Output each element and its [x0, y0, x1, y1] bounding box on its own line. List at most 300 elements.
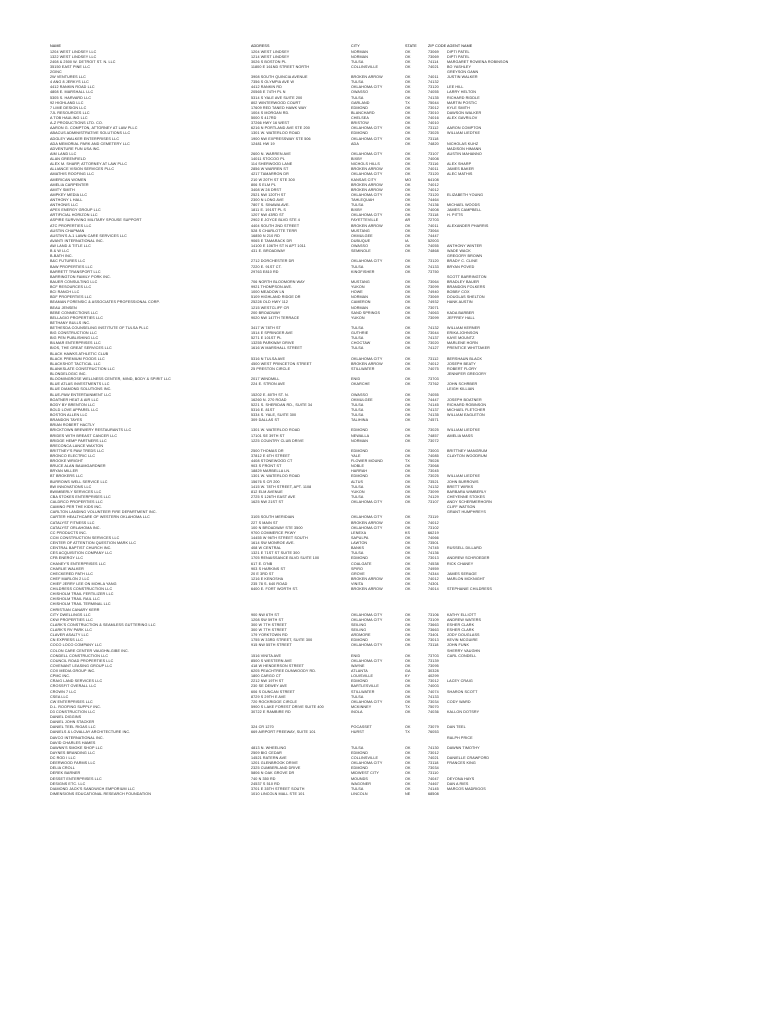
zip-code-cell: 68508 [428, 791, 439, 796]
state-cell: OK [405, 581, 411, 586]
company-name-cell: CBA STOKES ENTERPRISES LLC [50, 494, 111, 499]
street-address-cell: 11800 E 161ND STREET NORTH [251, 64, 310, 69]
zip-code-cell: 74130 [428, 745, 439, 750]
city-cell: BIXBY [351, 208, 363, 213]
city-cell: OWASSO [351, 90, 369, 95]
city-cell: SEILING [351, 622, 367, 627]
zip-code-cell: 30328 [428, 669, 439, 674]
street-address-cell: 5316 E. 81ST [251, 407, 275, 412]
company-name-cell: 4412 RANKIN ROAD LLC [50, 85, 95, 90]
zip-code-cell: 74932 [428, 300, 439, 305]
city-cell: VINITA [351, 581, 364, 586]
street-address-cell: 14011 STOCOO PL [251, 157, 285, 162]
state-cell: OK [405, 448, 411, 453]
agent-name-cell: JENNIFER GREGORY [447, 372, 487, 377]
state-cell: OK [405, 126, 411, 131]
street-address-cell: 5900 S LAKE FOREST DRIVE SUITE 400 [251, 704, 324, 709]
city-cell: OKLAHOMA CITY [351, 172, 383, 177]
agent-name-cell: WILLIAM EAGLETON [447, 413, 485, 418]
company-name-cell: B&C FUTURES LLC [50, 259, 86, 264]
agent-name-cell: WILLIAM LIEDTKE [447, 474, 481, 479]
city-cell: TULSA [351, 95, 364, 100]
state-cell: OK [405, 315, 411, 320]
city-cell: OKLAHOMA CITY [351, 356, 383, 361]
street-address-cell: 8500 S WESTERN AVE [251, 658, 292, 663]
city-cell: SAPULPA [351, 535, 369, 540]
city-cell: OKLAHOMA CITY [351, 525, 383, 530]
agent-name-cell: CLIFF WATSON [447, 505, 476, 510]
state-cell: OK [405, 300, 411, 305]
company-name-cell: 5305 S. HARVARD LLC [50, 95, 92, 100]
company-name-cell: BARRETT TRANSPORT LLC [50, 269, 101, 274]
agent-name-cell: FRANCES KING [447, 761, 476, 766]
street-address-cell: 3908 SOUTH QUINCIA AVENUE [251, 75, 308, 80]
zip-code-cell: 74447 [428, 233, 439, 238]
company-name-cell: BCI RANCH LLC [50, 290, 80, 295]
city-cell: NORMAN [351, 295, 368, 300]
company-name-cell: BRITTNEY'S PAW TREDS LLC [50, 448, 105, 453]
agent-name-cell: NICHOLAS KUHZ [447, 141, 479, 146]
street-address-cell: 900 NW 6TH ST [251, 612, 280, 617]
company-name-cell: A-Z PRODUCTIONS LTD. CO. [50, 121, 103, 126]
company-name-cell: DAYNES BRANDING LLC [50, 750, 96, 755]
agent-name-cell: WILLIAM LIEDTKE [447, 428, 481, 433]
zip-code-cell: 74012 [428, 187, 439, 192]
street-address-cell: 1516 VINITA AVE [251, 653, 282, 658]
state-cell: OK [405, 766, 411, 771]
city-cell: TULSA [351, 407, 364, 412]
street-address-cell: 669 AIRPORT FREEWAY, SUITE 101 [251, 730, 316, 735]
zip-code-cell: 64108 [428, 177, 439, 182]
street-address-cell: 8729 S 29TH E AVE [251, 694, 286, 699]
state-cell: OK [405, 54, 411, 59]
state-cell: TX [405, 459, 410, 464]
street-address-cell: 806 S ELM PL [251, 182, 276, 187]
street-address-cell: 2902 E JOYCE BLVD STE 4 [251, 218, 300, 223]
company-name-cell: AMELIA CARPENTER [50, 182, 89, 187]
city-cell: WAYNE [351, 663, 365, 668]
company-name-cell: CALDRCO PROPERTIES LLC [50, 500, 103, 505]
state-cell: OK [405, 121, 411, 126]
zip-code-cell: 73112 [428, 126, 439, 131]
company-name-cell: BLACK HAWKS ATHLETIC CLUB [50, 351, 109, 356]
street-address-cell: 1201 GLENBROOK DRIVE [251, 761, 298, 766]
agent-name-cell: DEYONA HAYS [447, 776, 475, 781]
zip-code-cell: 74745 [428, 546, 439, 551]
state-cell: OK [405, 249, 411, 254]
zip-code-cell: 73663 [428, 628, 439, 633]
street-address-cell: 4412 RANKIN RD [251, 85, 282, 90]
zip-code-cell: 73750 [428, 269, 439, 274]
city-cell: OKLAHOMA CITY [351, 643, 383, 648]
street-address-cell: 7807 S. SINAWA AVE. [251, 203, 290, 208]
state-cell: OK [405, 213, 411, 218]
company-name-cell: ANTHONIS LLC [50, 203, 79, 208]
street-address-cell: 1415 W. 78TH STREET, APT. 1108 [251, 484, 312, 489]
agent-name-cell: ALEX SHARP [447, 162, 472, 167]
street-address-cell: 12481 HW 19 [251, 141, 275, 146]
zip-code-cell: 73120 [428, 172, 439, 177]
zip-code-cell: 73119 [428, 515, 439, 520]
zip-code-cell: 74132 [428, 325, 439, 330]
company-name-cell: BOATNER HEAT & AIR LLC [50, 397, 99, 402]
zip-code-cell: 73120 [428, 259, 439, 264]
state-cell: OK [405, 305, 411, 310]
city-cell: YALE [351, 453, 361, 458]
street-address-cell: 3408 W 28 DRST [251, 187, 282, 192]
company-name-cell: 1322 WEST LINDSEY LLC [50, 54, 97, 59]
street-address-cell: 6400 E. FORT WORTH ST. [251, 587, 299, 592]
company-name-cell: A TOB HAULING LLC [50, 116, 88, 121]
zip-code-cell: 74538 [428, 561, 439, 566]
street-address-cell: 1004 S MORGAN RD. [251, 110, 290, 115]
state-cell: OK [405, 228, 411, 233]
company-name-cell: DAVCO INTERNATIONAL INC. [50, 735, 104, 740]
company-name-cell: BELLAGIO PROPERTIES LLC [50, 315, 104, 320]
city-cell: BROKEN ARROW [351, 182, 383, 187]
company-name-cell: DIMENSIONS EDUCATIONAL RESEARCH FOUNDATION [50, 791, 152, 796]
agent-name-cell: ESHER CLARK [447, 628, 475, 633]
street-address-cell: 1321 E 71ST ST SUITE 300 [251, 551, 300, 556]
city-cell: NICHOLS HILLS [351, 162, 380, 167]
agent-name-cell: BRYAN POVED [447, 264, 475, 269]
street-address-cell: 1900 NW EXPRESSWAY STE 506 [251, 136, 311, 141]
company-name-cell: D3 CONSTRUCTION LLC [50, 709, 96, 714]
zip-code-cell: 74447 [428, 397, 439, 402]
company-name-cell: BROOKE WRIGHT [50, 459, 84, 464]
state-cell: OK [405, 413, 411, 418]
city-cell: TULSA [351, 264, 364, 269]
agent-name-cell: DIPTI PATEL [447, 54, 470, 59]
city-cell: GUTHRIE [351, 331, 369, 336]
state-cell: OK [405, 136, 411, 141]
company-name-cell: BAW PROPERTIES LLC [50, 264, 93, 269]
agent-name-cell: BOBBY COX [447, 290, 470, 295]
state-cell: OK [405, 464, 411, 469]
city-cell: EDMOND [351, 448, 368, 453]
street-address-cell: 5109 HIGHLAND RIDGE DR [251, 295, 301, 300]
agent-name-cell: KEVIN MCGUIRE [447, 638, 478, 643]
zip-code-cell: 74959 [428, 566, 439, 571]
company-name-cell: ALEX M. SHARP, ATTORNEY AT LAW PLLC [50, 162, 128, 167]
street-address-cell: 13255 PARKWAY DRIVE [251, 341, 295, 346]
agent-name-cell: DOUGLAS SHELTON [447, 295, 485, 300]
zip-code-cell: 74036 [428, 709, 439, 714]
company-name-cell: 1204 WEST LINDSEY LLC [50, 49, 97, 54]
street-address-cell: 1301 W. WATERLOO ROAD [251, 474, 301, 479]
agent-name-cell: BRADLEY BAUER [447, 279, 480, 284]
company-name-cell: AMATHIS ROOFING LLC [50, 172, 95, 177]
agent-name-cell: ALEC MATHIS [447, 172, 473, 177]
street-address-cell: 1215 WESTCLIFF CR [251, 305, 290, 310]
agent-name-cell: JEFFREY HALL [447, 315, 475, 320]
state-cell: OK [405, 172, 411, 177]
company-name-cell: 35150 EAST PINE LLC [50, 64, 91, 69]
zip-code-cell: 74074 [428, 689, 439, 694]
city-cell: TULSA [351, 413, 364, 418]
city-cell: BROKEN ARROW [351, 520, 383, 525]
agent-name-cell: DAWSON WALKER [447, 110, 482, 115]
zip-code-cell: 76053 [428, 730, 439, 735]
agent-name-cell: ANTHONY WINTER [447, 244, 482, 249]
street-address-cell: 210 W 20TH ST STE 300 [251, 177, 295, 182]
company-name-cell: BRUCE ALAN BAUMGARDNER [50, 464, 106, 469]
agent-name-cell: AUSTIN MAHANNO [447, 151, 482, 156]
company-name-cell: COX MEDIA GROUP INC. [50, 669, 96, 674]
city-cell: OKLAHOMA CITY [351, 500, 383, 505]
city-cell: GARLAND [351, 100, 370, 105]
state-cell: OK [405, 110, 411, 115]
street-address-cell: 2600 N. WARREN AVE [251, 151, 291, 156]
company-name-cell: 2W VENTURES LLC [50, 75, 86, 80]
state-cell: OK [405, 80, 411, 85]
agent-name-cell: ESHER CLARK [447, 622, 475, 627]
zip-code-cell: 74021 [428, 756, 439, 761]
state-cell: OK [405, 617, 411, 622]
zip-code-cell: 73071 [428, 305, 439, 310]
zip-code-cell: 73003 [428, 448, 439, 453]
company-name-cell: ALAN GREENFIELD [50, 157, 86, 162]
street-address-cell: 812 ELM AVENUE [251, 489, 283, 494]
street-address-cell: 1811 E. 191ST PL S [251, 208, 286, 213]
city-cell: TULSA [351, 484, 364, 489]
city-cell: OKLAHOMA CITY [351, 699, 383, 704]
state-cell: GA [405, 669, 411, 674]
zip-code-cell: 66219 [428, 530, 439, 535]
state-cell: OK [405, 418, 411, 423]
company-name-cell: AVANTI INTERNATIONAL INC. [50, 238, 104, 243]
agent-name-cell: MARLENE HORN [447, 341, 478, 346]
state-cell: OK [405, 336, 411, 341]
company-name-cell: AW LAND & TITLE LLC [50, 244, 91, 249]
state-cell: OK [405, 64, 411, 69]
agent-name-cell: JAMES SERAGE [447, 571, 477, 576]
street-address-cell: 2017 WINDMILL [251, 377, 280, 382]
city-cell: BROKEN ARROW [351, 587, 383, 592]
agent-name-cell: JOSEPH BEATY [447, 361, 476, 366]
street-address-cell: 1000 MEADOW LN [251, 290, 285, 295]
city-cell: BROKEN ARROW [351, 187, 383, 192]
company-name-cell: BLUE ATLAS INVESTMENTS LLC [50, 382, 110, 387]
agent-name-cell: RICHARD RIDDLE [447, 95, 480, 100]
state-cell: OK [405, 628, 411, 633]
city-cell: TULSA [351, 494, 364, 499]
zip-code-cell: 73025 [428, 131, 439, 136]
company-name-cell: 7 LIME DESIGN LLC [50, 105, 87, 110]
street-address-cell: 617 E. D'NB [251, 561, 273, 566]
street-address-cell: 2725 S 126TH EAST AVE [251, 494, 296, 499]
zip-code-cell: 74011 [428, 75, 439, 80]
state-cell: OK [405, 643, 411, 648]
agent-name-cell: KYLE SMITH [447, 105, 470, 110]
street-address-cell: 3417 W 78TH ST [251, 325, 281, 330]
city-cell: EDMOND [351, 638, 368, 643]
city-cell: OKLAHOMA CITY [351, 761, 383, 766]
agent-name-cell: JOHN BURROWS [447, 479, 479, 484]
city-cell: ARDMORE [351, 633, 371, 638]
street-address-cell: 9020 NW 147TH TERRACE [251, 315, 300, 320]
street-address-cell: 1614 SW MONROE AVE. [251, 541, 295, 546]
company-name-cell: 7JL RESOURCES LLC [50, 110, 90, 115]
city-cell: BRISTOW [351, 121, 369, 126]
company-name-cell: CSEA LLC [50, 694, 69, 699]
company-name-cell: CFB ENERGY LLC [50, 556, 84, 561]
state-cell: OK [405, 192, 411, 197]
city-cell: TULSA [351, 346, 364, 351]
zip-code-cell: 73703 [428, 653, 439, 658]
zip-code-cell: 74055 [428, 244, 439, 249]
state-cell: OK [405, 59, 411, 64]
street-address-cell: 15202 E. 80TH ST. N. [251, 392, 289, 397]
company-name-cell: ADA MEMORIAL PARK AND CEMETERY LLC [50, 141, 130, 146]
state-cell: OK [405, 776, 411, 781]
city-cell: HOWE [351, 290, 363, 295]
company-name-cell: CC PRODUCTS INC. [50, 530, 88, 535]
city-cell: COALGATE [351, 561, 372, 566]
agent-name-cell: GREGORY BROWN [447, 254, 483, 259]
company-name-cell: CLARK'S RV PARK LLC [50, 628, 93, 633]
street-address-cell: 1301 W. WATERLOO ROAD [251, 428, 301, 433]
state-cell: OK [405, 331, 411, 336]
state-cell: OK [405, 571, 411, 576]
street-address-cell: 1616 W MARSHALL STREET [251, 346, 303, 351]
agent-name-cell: DANIELLE CRAWFORD [447, 756, 490, 761]
state-cell: OK [405, 745, 411, 750]
agent-name-cell: LEIGH KILLIAN [447, 387, 475, 392]
company-name-cell: CCM CONSTRUCTION SERVICES LLC [50, 535, 120, 540]
street-address-cell: 1208 SW 59TH ST [251, 617, 284, 622]
zip-code-cell: 74014 [428, 587, 439, 592]
zip-code-cell: 74135 [428, 95, 439, 100]
city-cell: LINCOLN [351, 791, 368, 796]
zip-code-cell: 74868 [428, 249, 439, 254]
city-cell: EDMOND [351, 766, 368, 771]
zip-code-cell: 74021 [428, 64, 439, 69]
zip-code-cell: 74016 [428, 116, 439, 121]
city-cell: GROVE [351, 571, 365, 576]
street-address-cell: 1800 CARGO CT [251, 674, 281, 679]
street-address-cell: 6205 PEACHTREE DUNWOODY RD. [251, 669, 317, 674]
street-address-cell: 24537 S 510 RD [251, 781, 280, 786]
zip-code-cell: 73025 [428, 428, 439, 433]
zip-code-cell: 74012 [428, 576, 439, 581]
city-cell: LOUISVILLE [351, 674, 374, 679]
company-name-cell: BOLD LOVE APPAREL LLC [50, 407, 99, 412]
street-address-cell: 17609 RED TANED HAWK WAY [251, 105, 307, 110]
city-cell: ALTUS [351, 479, 364, 484]
company-name-cell: CATALYST FITNESS LLC [50, 520, 95, 525]
company-name-cell: AMITY SMITH [50, 187, 75, 192]
city-cell: ENID [351, 377, 361, 382]
zip-code-cell: 73069 [428, 295, 439, 300]
zip-code-cell: 74464 [428, 197, 439, 202]
company-name-cell: DANIEL JOHN STACKER [50, 720, 95, 725]
state-cell: OK [405, 402, 411, 407]
company-name-cell: DAWNN'S SMOKE SHOP LLC [50, 745, 103, 750]
company-name-cell: CAMINO PER THE KIDS INC. [50, 505, 103, 510]
city-cell: HURST [351, 730, 365, 735]
city-cell: TULSA [351, 80, 364, 85]
zip-code-cell: 74857 [428, 433, 439, 438]
state-cell: OK [405, 428, 411, 433]
street-address-cell: 2500 THOMAS DR [251, 448, 284, 453]
agent-name-cell: KAYE MOUNTZ [447, 336, 475, 341]
state-cell: OK [405, 49, 411, 54]
city-cell: OWASSO [351, 392, 369, 397]
city-cell: NEWALLA [351, 433, 370, 438]
company-name-cell: BODY BY BRENTON LLC [50, 402, 95, 407]
state-cell: OK [405, 633, 411, 638]
agent-name-cell: LACEY CRAIG [447, 679, 473, 684]
city-cell: BLANCHARD [351, 110, 375, 115]
state-cell: OK [405, 494, 411, 499]
zip-code-cell: 73401 [428, 633, 439, 638]
city-cell: WAGONER [351, 781, 372, 786]
street-address-cell: 903 S FRONT ST [251, 464, 282, 469]
zip-code-cell: 73079 [428, 725, 439, 730]
state-cell: OK [405, 535, 411, 540]
state-cell: OK [405, 197, 411, 202]
city-cell: NORMAN [351, 54, 368, 59]
company-name-cell: CHISHOLM TRAIL FERTILIZER LLC [50, 592, 114, 597]
city-cell: EDMOND [351, 131, 368, 136]
street-address-cell: 1301 W. WATERLOO ROAD [251, 131, 301, 136]
company-name-cell: BURROWS WELL SERVICE LLC [50, 479, 108, 484]
company-name-cell: BCF RESOURCES LLC [50, 285, 92, 290]
company-name-cell: CITY DWELLINGS LLC [50, 612, 91, 617]
company-name-cell: BW INNOVATIONS LLC [50, 484, 92, 489]
company-name-cell: BARRINGTON FAMILY PORK INC. [50, 274, 111, 279]
zip-code-cell: 74136 [428, 203, 439, 208]
company-name-cell: CHECKERED PATH LLC [50, 571, 94, 576]
company-name-cell: BLONDELOGIC INC. [50, 372, 87, 377]
street-address-cell: 37812 E 6TH STREET [251, 453, 291, 458]
company-name-cell: BDF PROPERTIES LLC [50, 295, 92, 300]
city-cell: OKMULGEE [351, 397, 373, 402]
company-name-cell: BLANKSLATE CONSTRUCTION LLC [50, 366, 115, 371]
company-name-cell: DANIEL DIGGINS [50, 715, 82, 720]
zip-code-cell: 74055 [428, 392, 439, 397]
company-name-cell: CHILDRESS CONSTRUCTION LLC [50, 587, 113, 592]
agent-name-cell: RUSSELL DILLARD [447, 546, 482, 551]
agent-name-cell: GRANT HUMPHREYS [447, 510, 486, 515]
city-cell: MUSTANG [351, 228, 370, 233]
state-cell: OK [405, 479, 411, 484]
agent-name-cell: AARON COMPTON [447, 126, 482, 131]
agent-name-cell: JUSTIN WALKER [447, 75, 478, 80]
state-cell: OK [405, 612, 411, 617]
city-cell: CAMERON [351, 300, 371, 305]
city-cell: MUSTANG [351, 279, 370, 284]
company-name-cell: 4808 E. MARSHALL LLC [50, 90, 94, 95]
city-cell: TULSA [351, 745, 364, 750]
zip-code-cell: 73013 [428, 638, 439, 643]
state-cell: OK [405, 208, 411, 213]
street-address-cell: 1514 E SPRINGER AVE [251, 331, 293, 336]
street-address-cell: 528 S CHARLOTTE TERR [251, 228, 297, 233]
state-cell: OK [405, 658, 411, 663]
city-cell: OKLAHOMA CITY [351, 515, 383, 520]
street-address-cell: 1010 LINCOLN MALL STE 101 [251, 791, 305, 796]
street-address-cell: 3701 E 35TH STREET SOUTH [251, 786, 305, 791]
state-cell: OK [405, 546, 411, 551]
zip-code-cell: 74940 [428, 290, 439, 295]
city-cell: OKLAHOMA CITY [351, 658, 383, 663]
company-name-cell: CHANEY'S ENTERPRISES LLC [50, 561, 106, 566]
state-cell: OK [405, 356, 411, 361]
state-cell: OK [405, 285, 411, 290]
company-name-cell: ANTHONY L HALL [50, 197, 83, 202]
